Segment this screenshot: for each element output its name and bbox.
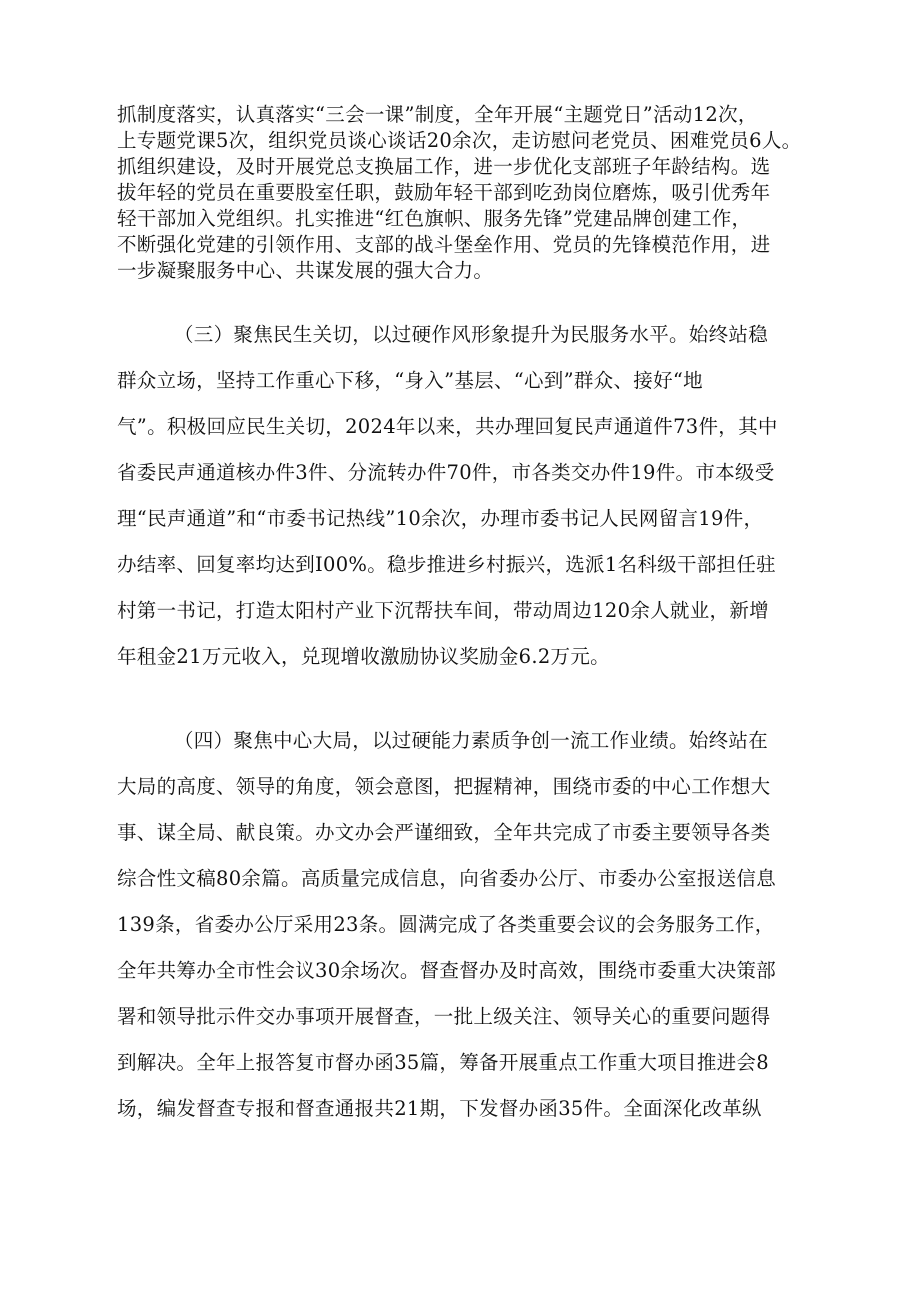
paragraph-heading-line: （三）聚焦民生关切，以过硬作风形象提升为民服务水平。始终站稳	[174, 323, 769, 346]
text-line: 不断强化党建的引领作用、支部的战斗堡垒作用、党员的先锋模范作用，进	[117, 233, 771, 256]
text-line: 办结率、回复率均达到I00%。稳步推进乡村振兴，选派1名科级干部担任驻	[117, 553, 776, 576]
text-line: 综合性文稿80余篇。高质量完成信息，向省委办公厅、市委办公室报送信息	[117, 867, 777, 890]
text-line: 抓制度落实，认真落实“三会一课”制度，全年开展“主题党日”活动12次，	[117, 103, 758, 126]
text-line: 场，编发督查专报和督查通报共21期，下发督办函35件。全面深化改革纵	[117, 1097, 762, 1120]
text-line: 省委民声通道核办件3件、分流转办件70件，市各类交办件19件。市本级受	[117, 461, 775, 484]
text-line: 一步凝聚服务中心、共谋发展的强大合力。	[117, 259, 494, 282]
text-line: 气”。积极回应民生关切，2024年以来，共办理回复民声通道件73件，其中	[117, 415, 778, 438]
text-line: 年租金21万元收入，兑现增收激励协议奖励金6.2万元。	[117, 645, 610, 668]
text-line: 群众立场，坚持工作重心下移，“身入”基层、“心到”群众、接好“地	[117, 369, 703, 392]
text-line: 村第一书记，打造太阳村产业下沉帮扶车间，带动周边120余人就业，新增	[117, 599, 769, 622]
text-line: 拔年轻的党员在重要股室任职，鼓励年轻干部到吃劲岗位磨炼，吸引优秀年	[117, 181, 771, 204]
text-line: 全年共筹办全市性会议30余场次。督查督办及时高效，围绕市委重大决策部	[117, 959, 777, 982]
text-line: 139条，省委办公厅采用23条。圆满完成了各类重要会议的会务服务工作，	[117, 913, 775, 936]
text-line: 上专题党课5次，组织党员谈心谈话20余次，走访慰问老党员、困难党员6人。	[117, 129, 802, 152]
text-line: 署和领导批示件交办事项开展督查，一批上级关注、领导关心的重要问题得	[117, 1005, 771, 1028]
text-line: 到解决。全年上报答复市督办函35篇，筹备开展重点工作重大项目推进会8	[117, 1051, 769, 1074]
text-line: 事、谋全局、献良策。办文办会严谨细致，全年共完成了市委主要领导各类	[117, 821, 771, 844]
text-line: 理“民声通道”和“市委书记热线”10余次，办理市委书记人民网留言19件，	[117, 507, 764, 530]
text-line: 抓组织建设，及时开展党总支换届工作，进一步优化支部班子年龄结构。选	[117, 155, 771, 178]
text-line: 大局的高度、领导的角度，领会意图，把握精神，围绕市委的中心工作想大	[117, 775, 771, 798]
paragraph-heading-line: （四）聚焦中心大局，以过硬能力素质争创一流工作业绩。始终站在	[174, 729, 769, 752]
text-line: 轻干部加入党组织。扎实推进“红色旗帜、服务先锋”党建品牌创建工作，	[117, 207, 752, 230]
